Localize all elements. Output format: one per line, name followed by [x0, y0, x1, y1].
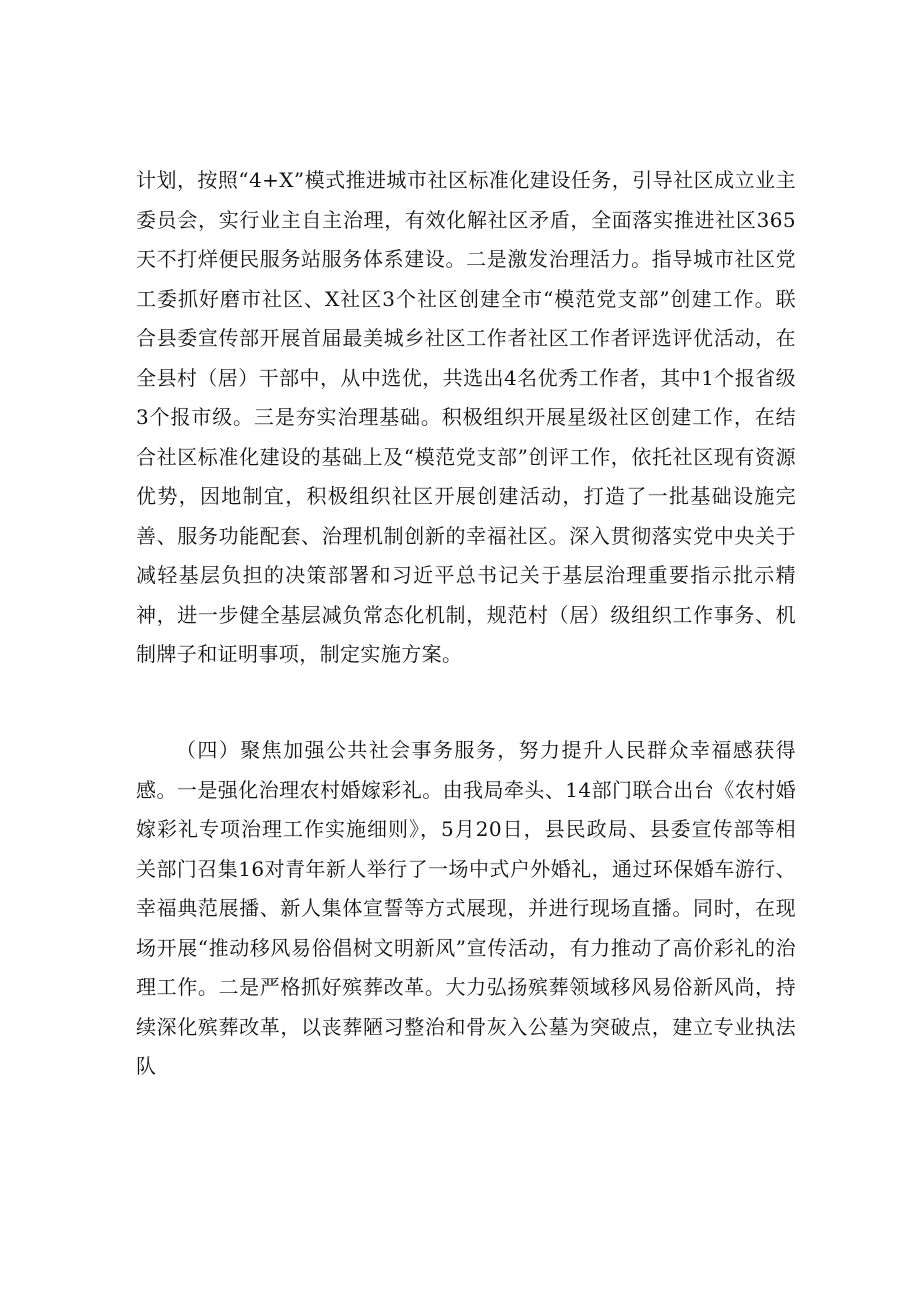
- paragraph-public-social-services: （四）聚焦加强公共社会事务服务，努力提升人民群众幸福感获得感。一是强化治理农村婚嫁彩礼。由我局牵头、14部门联合出台《农村婚嫁彩礼专项治理工作实施细则》，5月20日，县民政局、县委宣传部等相关部门召集16对青年新人举行了一场中式户外婚礼，通过环保婚车游行、幸福典范展播、新人集体宣誓等方式展现，并进行现场直播。同时，在现场开展“推动移风易俗倡树文明新风”宣传活动，有力推动了高价彩礼的治理工作。二是严格抓好殡葬改革。大力弘扬殡葬领域移风易俗新风尚，持续深化殡葬改革，以丧葬陋习整治和骨灰入公墓为突破点，建立专业执法队: [136, 738, 796, 1078]
- paragraph-community-governance: 计划，按照“4+X”模式推进城市社区标准化建设任务，引导社区成立业主委员会，实行业主自主治理，有效化解社区矛盾，全面落实推进社区365天不打烊便民服务站服务体系建设。二是激发治理活力。指导城市社区党工委抓好磨市社区、X社区3个社区创建全市“模范党支部”创建工作。联合县委宣传部开展首届最美城乡社区工作者社区工作者评选评优活动，在全县村（居）干部中，从中选优，共选出4名优秀工作者，其中1个报省级3个报市级。三是夯实治理基础。积极组织开展星级社区创建工作，在结合社区标准化建设的基础上及“模范党支部”创评工作，依托社区现有资源优势，因地制宜，积极组织社区开展创建活动，打造了一批基础设施完善、服务功能配套、治理机制创新的幸福社区。深入贯彻落实党中央关于减轻基层负担的决策部署和习近平总书记关于基层治理重要指示批示精神，进一步健全基层减负常态化机制，规范村（居）级组织工作事务、机制牌子和证明事项，制定实施方案。: [136, 168, 796, 666]
